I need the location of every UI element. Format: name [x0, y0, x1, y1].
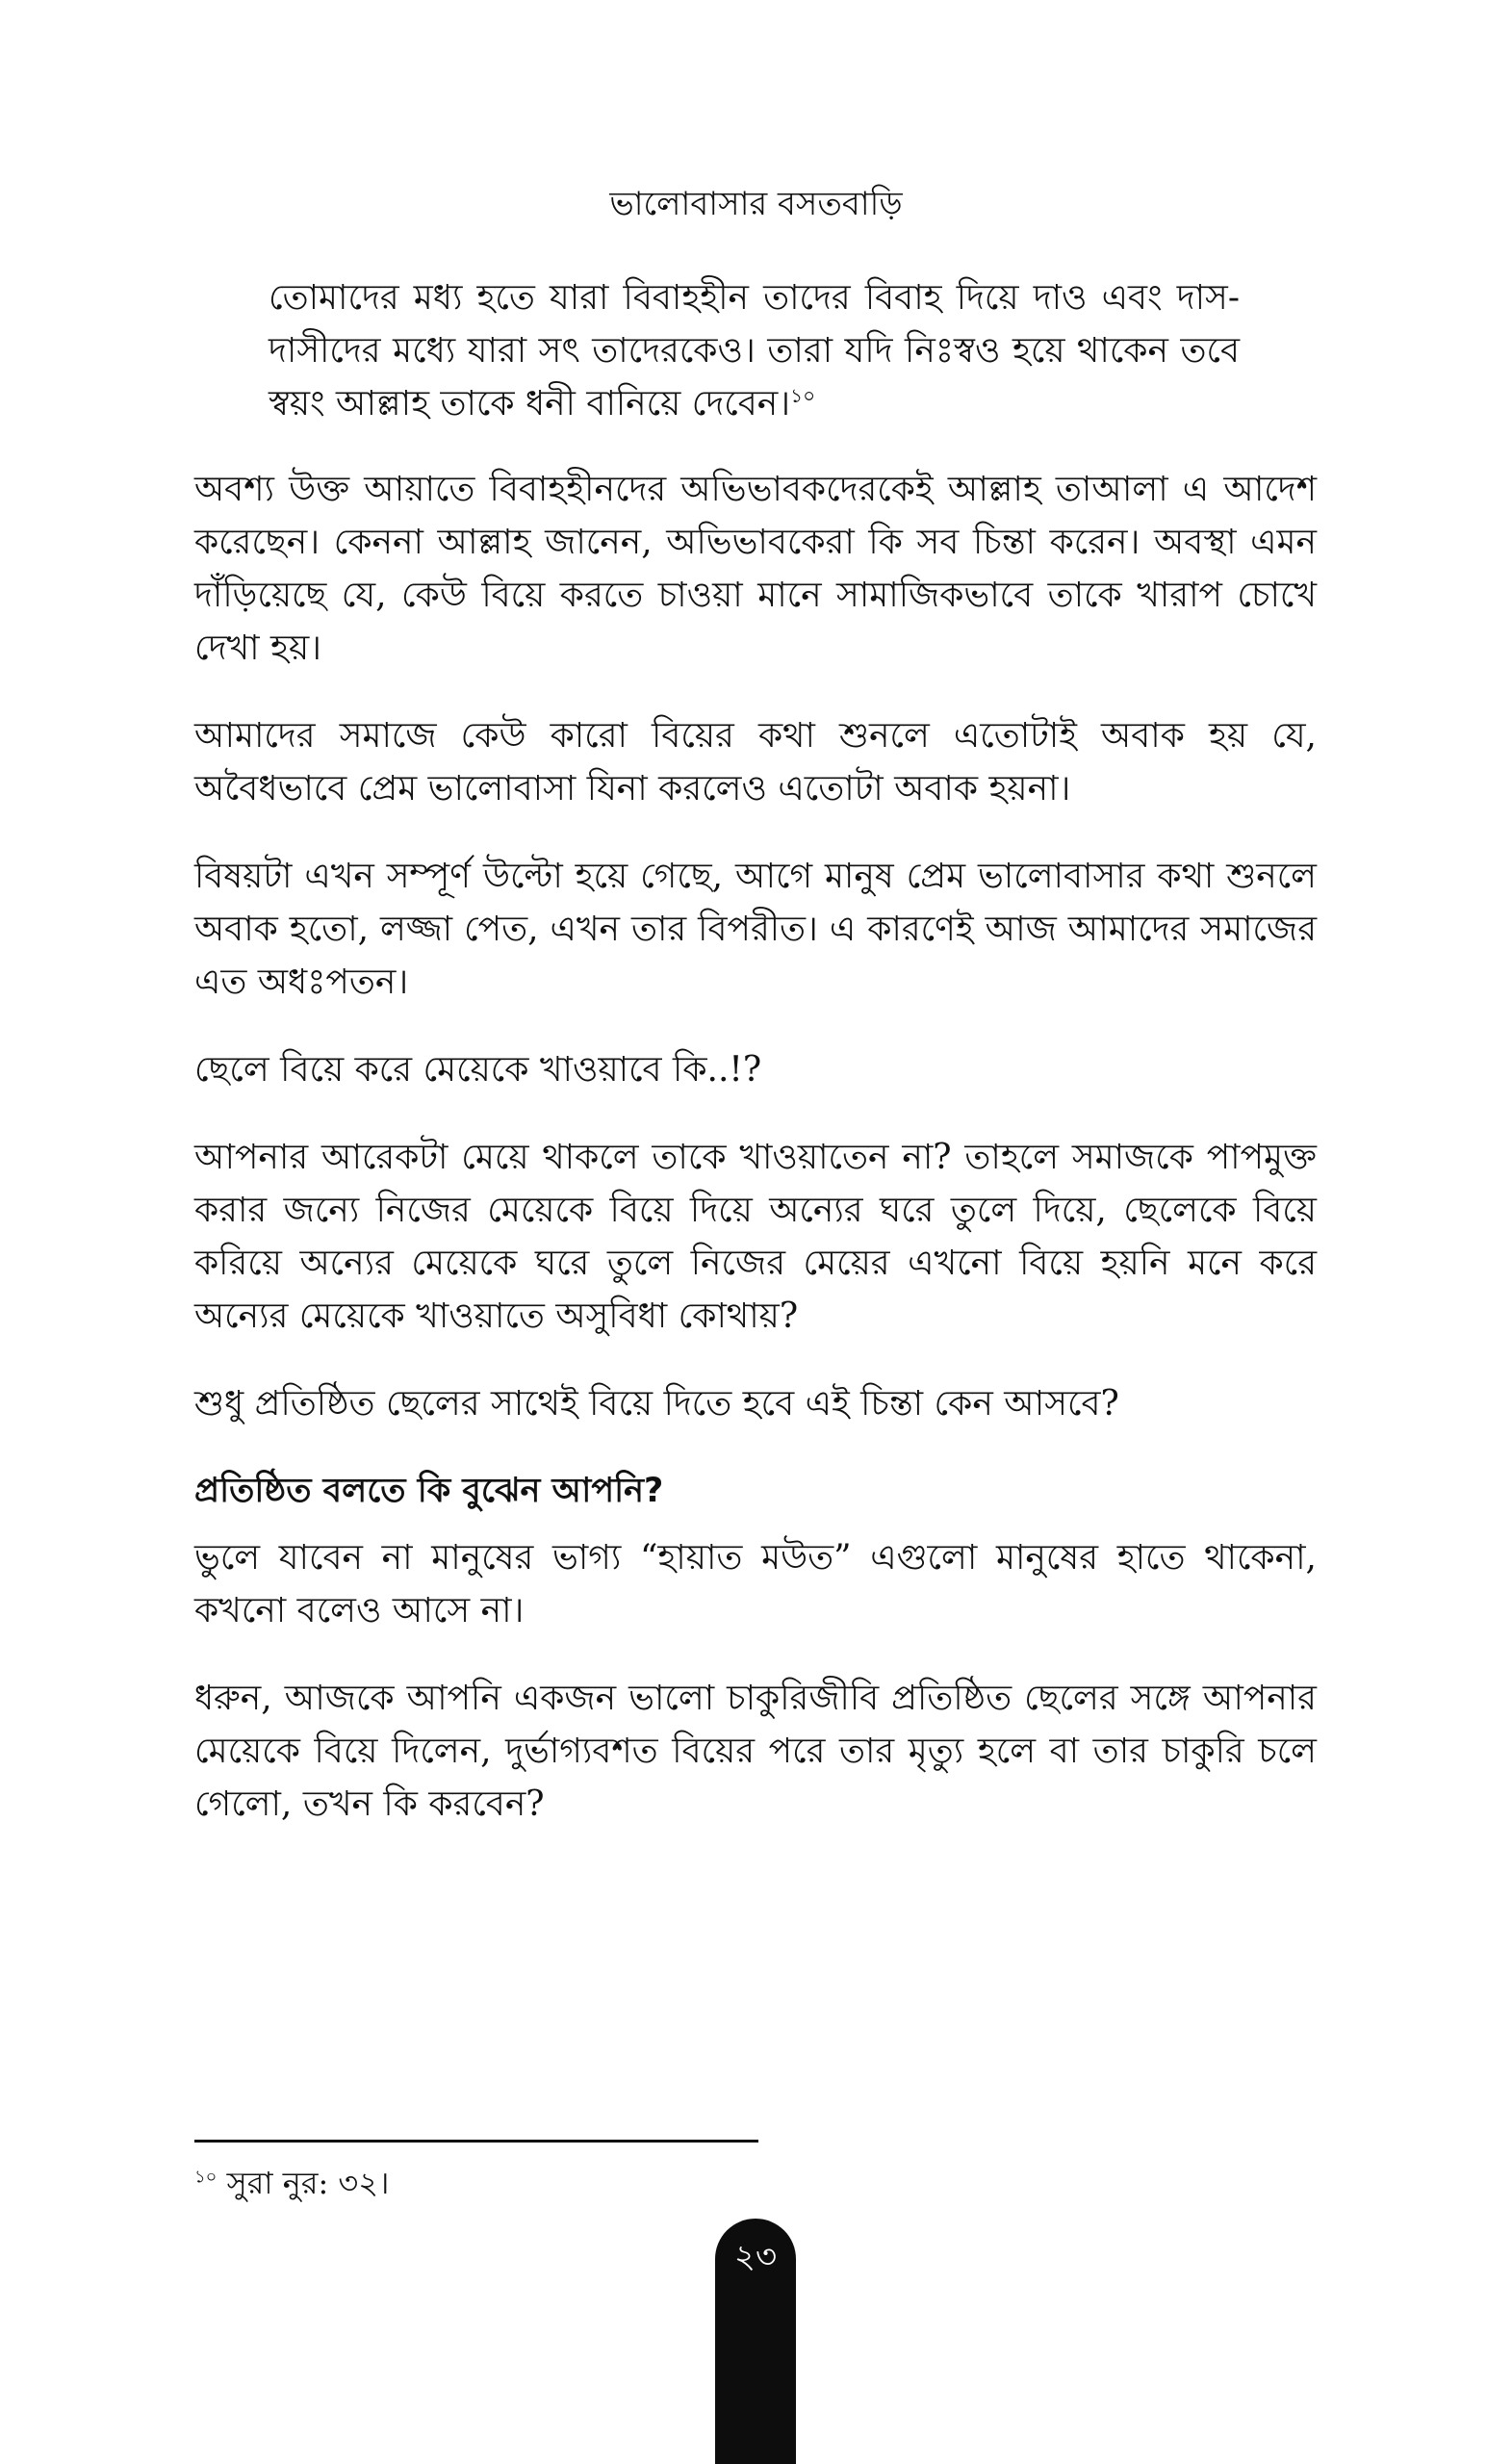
footnote-number: ১০: [194, 2167, 218, 2188]
quote-text: তোমাদের মধ্য হতে যারা বিবাহহীন তাদের বিবাহ দিয়ে দাও এবং দাস-দাসীদের মধ্যে যারা সৎ তাদেরকেও। তারা যদি নিঃস্বও হয়ে থাকেন তবে স্বয়ং আল্লাহ তাকে ধনী বানিয়ে দেবেন।: [269, 278, 1240, 424]
paragraph-5: আপনার আরেকটা মেয়ে থাকলে তাকে খাওয়াতেন না? তাহলে সমাজকে পাপমুক্ত করার জন্যে নিজের মেয়েকে বিয়ে দিয়ে অন্যের ঘরে তুলে দিয়ে, ছেলেকে বিয়ে করিয়ে অন্যের মেয়েকে ঘরে তুলে নিজের মেয়ের এখনো বিয়ে হয়নি মনে করে অন্যের মেয়েকে খাওয়াতে অসুবিধা কোথায়?: [194, 1138, 1317, 1336]
footnote-divider: [194, 2140, 758, 2143]
footnote-text: সুরা নুর: ৩২।: [226, 2165, 390, 2201]
page-number-tab: [715, 2219, 796, 2464]
paragraph-2: আমাদের সমাজে কেউ কারো বিয়ের কথা শুনলে এতোটাই অবাক হয় যে, অবৈধভাবে প্রেম ভালোবাসা যিনা করলেও এতোটা অবাক হয়না।: [194, 716, 1317, 808]
paragraph-4: ছেলে বিয়ে করে মেয়েকে খাওয়াবে কি..!?: [194, 1050, 762, 1090]
page-number: ২৩: [733, 2238, 778, 2276]
footnote: [194, 2161, 1061, 2205]
paragraph-6: শুধু প্রতিষ্ঠিত ছেলের সাথেই বিয়ে দিতে হবে এই চিন্তা কেন আসবে?: [194, 1384, 1119, 1424]
quran-quote: [194, 271, 1317, 430]
running-head: ভালোবাসার বসতবাড়ি: [609, 185, 903, 223]
footnote-reference: ১০: [790, 384, 816, 407]
paragraph-3: বিষয়টা এখন সম্পূর্ণ উল্টো হয়ে গেছে, আগে মানুষ প্রেম ভালোবাসার কথা শুনলে অবাক হতো, লজ্জা পেত, এখন তার বিপরীত। এ কারণেই আজ আমাদের সমাজের এত অধঃপতন।: [194, 857, 1318, 1002]
section-heading: প্রতিষ্ঠিত বলতে কি বুঝেন আপনি?: [194, 1472, 664, 1510]
body-text: [194, 271, 1317, 1865]
paragraph-7: ভুলে যাবেন না মানুষের ভাগ্য “হায়াত মউত” এগুলো মানুষের হাতে থাকেনা, কখনো বলেও আসে না।: [194, 1538, 1317, 1630]
paragraph-1: অবশ্য উক্ত আয়াতে বিবাহহীনদের অভিভাবকদেরকেই আল্লাহ তাআলা এ আদেশ করেছেন। কেননা আল্লাহ জানেন, অভিভাবকেরা কি সব চিন্তা করেন। অবস্থা এমন দাঁড়িয়েছে যে, কেউ বিয়ে করতে চাওয়া মানে সামাজিকভাবে তাকে খারাপ চোখে দেখা হয়।: [194, 470, 1317, 668]
paragraph-8: ধরুন, আজকে আপনি একজন ভালো চাকুরিজীবি প্রতিষ্ঠিত ছেলের সঙ্গে আপনার মেয়েকে বিয়ে দিলেন, দুর্ভাগ্যবশত বিয়ের পরে তার মৃত্যু হলে বা তার চাকুরি চলে গেলো, তখন কি করবেন?: [194, 1679, 1317, 1824]
